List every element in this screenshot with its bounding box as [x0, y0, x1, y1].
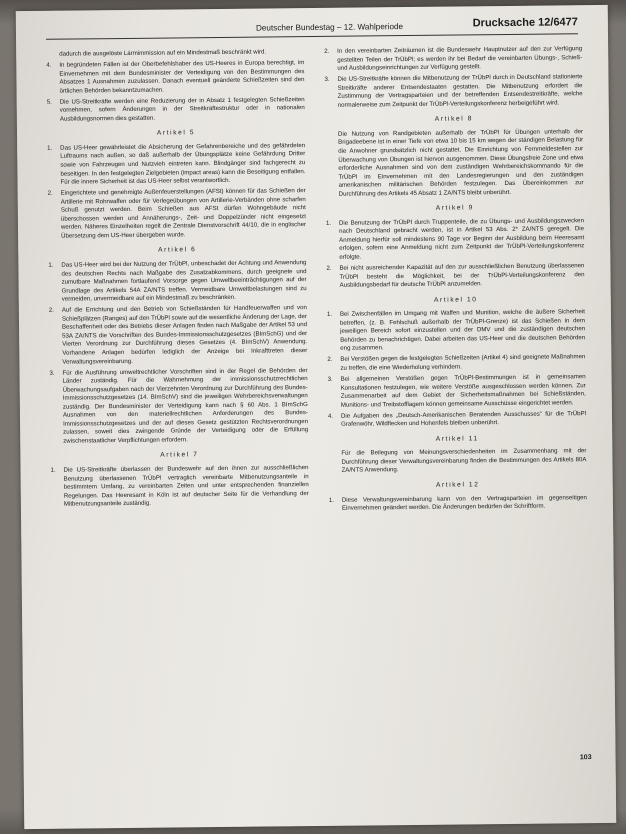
- article-heading: Artikel 12: [435, 481, 480, 489]
- article-heading: Artikel 7: [160, 451, 199, 460]
- paragraph-text: Die Benutzung der TrÜbPl durch Truppenteile, die zu Übungs- und Ausbildungszwecken nach Deutschland gebracht werden, ist in Artikel 53 Abs. 2* ZA/NTS geregelt. Die Anmeldung hierfür soll mindestens 90 Tage vor Beginn der Ausbildung beim Heeresamt erfolgen, sofern eine Anmeldung nicht zum Zeitpunkt der TrÜbPl-Verteilungskonferenz erfolgte.: [338, 216, 585, 261]
- paragraph: [327, 354, 585, 374]
- header-title: Deutscher Bundestag – 12. Wahlperiode: [255, 22, 404, 33]
- paragraph-number: 4.: [46, 61, 52, 69]
- paragraph: [49, 367, 308, 447]
- paragraph-number: 1.: [328, 496, 334, 504]
- paragraph-text: Bei allgemeinen Verstößen gegen TrÜbPl-Bestimmungen ist in gemeinsamen Konsultationen festzulegen, wie weitere Verstöße ausgeschlossen werden können. Zur Zusammenarbeit auf dem Gebiet der Sicherheitsmaßnahmen bei Schießständen, Munitions- und Treibstofflagern können gemeinsame Ausschüsse eingerichtet werden.: [340, 373, 586, 409]
- paragraph-number: [328, 450, 341, 476]
- paragraph-number: 1.: [326, 311, 333, 319]
- paragraph-number: 2.: [48, 306, 55, 315]
- paragraph: [47, 142, 305, 187]
- document-number: Drucksache 12/6477: [472, 16, 578, 30]
- paragraph-number: 1.: [325, 219, 332, 227]
- paragraph: [324, 73, 582, 110]
- paragraph: [48, 187, 307, 241]
- paragraph-text: dadurch die ausgelöste Lärmimmission auf ein Mindestmaß beschränkt wird.: [59, 48, 267, 58]
- paragraph-number: [46, 51, 59, 60]
- paragraph: [324, 45, 582, 73]
- paragraph: [328, 410, 586, 430]
- paragraph-text: Die Nutzung von Randgebieten außerhalb der TrÜbPl für Übungen unterhalb der Brigadeebene ist in einer Tiefe von etwa 10 bis 15 km wegen der ständigen Belastung für die Anwohner grundsätzlich nicht gestattet. Die Einrichtung von Fernmeldestellen zur Überwachung von Übungen ist hiervon ausgenommen. Diese Übungsfreie Zone und etwa erforderliche Ausnahmen sind von dem zuständigen Wehrbereichskommando für die TrÜbPl im Einvernehmen mit den Landesregierungen und den zuständigen amerikanischen militärischen Behörden festzulegen. Das Übereinkommen zur Durchführung des Artikels 45 Absatz 1 ZA/NTS bleibt unberührt.: [338, 128, 584, 198]
- right-column: [324, 45, 587, 516]
- paragraph-number: 1.: [47, 144, 53, 152]
- article-heading: Artikel 11: [435, 435, 479, 443]
- paragraph-text: Bei Zwischenfällen im Umgang mit Waffen und Munition, welche die äußere Sicherheit betreffen, (z. B. Fehlschuß außerhalb der TrÜbPl-Grenze) ist das Schießen in dem jeweiligen Bereich sofort einzustellen und der DMV und die zuständigen deutschen Behörden zu benachrichtigen. Dabei arbeiten das US-Heer und die deutschen Behörden eng zusammen.: [339, 308, 586, 353]
- paragraph: [327, 308, 585, 353]
- paragraph: [325, 128, 584, 199]
- paragraph-number: 1.: [50, 466, 56, 474]
- paragraph-number: 3.: [324, 75, 330, 84]
- paragraph-text: Eingerichtete und genehmigte Außenfeuerstellungen (AFSt) können für das Schießen der Artillerie mit Rohrwaffen oder für Verlegeübungen von Artillerie-Verbänden ohne scharfen Schuß genutzt werden. Beim Schießen aus AFSt dürfen Wohngebäude nicht überschossen werden und Annäherungs-, Zeit- und Doppelzünder nicht eingesetzt werden. Näheres Einzelheiten regelt die Zentrale Dienstvorschrift 44/10, die in englischer Übersetzung dem US-Heer übergeben wurde.: [60, 187, 307, 240]
- paragraph-text: Die US-Streitkräfte werden eine Reduzierung der in Absatz 1 festgelegten Schießzeiten vornehmen, sofern Änderungen in der Streitkräftestruktur oder in nationalen Ausbildungsnormen dies gestatten.: [59, 95, 305, 123]
- paragraph: [329, 494, 587, 514]
- paragraph: [326, 262, 584, 290]
- article-heading: Artikel 10: [433, 295, 478, 304]
- document-page: [16, 5, 617, 829]
- left-column: [46, 48, 309, 512]
- paragraph-number: 2.: [324, 47, 330, 55]
- paragraph-text: Das US-Heer wird bei der Nutzung der TrÜbPl, unbeschadet der Achtung und Anwendung des deutschen Rechts nach Maßgabe des Zusatzabkommens, durch geeignete und zumutbare Maßnahmen fortlaufend Vorsorge gegen Umweltbeeinträchtigungen auf der Grundlage des Artikels 54A ZA/NTS treffen. Vermeidbare Umweltbelastungen sind zu vermeiden, unvermeidbare auf ein Mindestmaß zu beschränken.: [61, 259, 307, 303]
- paragraph-number: 4.: [327, 412, 334, 420]
- page-number: 103: [579, 754, 592, 762]
- paragraph-text: Diese Verwaltungsvereinbarung kann von den Vertragsparteien im gegenseitigen Einvernehmen geändert werden. Die Änderungen bedürfen der Schriftform.: [341, 493, 587, 512]
- paragraph: [48, 259, 306, 304]
- paragraph-number: 1.: [48, 261, 54, 269]
- paragraph: [328, 373, 586, 410]
- article-heading: Artikel 6: [158, 246, 197, 255]
- paragraph-number: 3.: [49, 369, 55, 377]
- paragraph: [49, 304, 308, 367]
- paragraph-text: Bei Verstößen gegen die festgelegten Schießzeiten (Artikel 4) sind geeignete Maßnahmen zu treffen, die eine Wiederholung verhindern.: [340, 353, 586, 372]
- paragraph: [326, 217, 584, 262]
- paragraph-number: [325, 131, 339, 200]
- paragraph-number: 2.: [326, 264, 332, 272]
- paragraph-text: Die US-Streitkräfte überlassen der Bundeswehr auf den ihnen zur ausschließlichen Benutzung überlassenen TrÜbPl vertraglich vereinbarte Mitbenutzungsanteile in bestimmtem Umfang, zu vereinbarten Zeiten und unter entsprechenden finanziellen Regelungen. Das Heeresamt in Köln ist auf deutscher Seite für die Verhandlung der Mitbenutzungsanteile zuständig.: [63, 464, 309, 508]
- article-heading: Artikel 8: [434, 115, 474, 124]
- paragraph-text: Auf die Errichtung und den Betrieb von Schießständen für Handfeuerwaffen und von Schießplätzen (Ranges) auf den TrÜbPl sowie auf die wesentliche Änderung der Lage, der Beschaffenheit oder des Betriebs dieser Anlagen finden nach Maßgabe der Artikel 53 und 53A ZA/NTS die Vorschriften des Bundes-Immissionsschutzgesetzes (BImSchG) und der Vierten Verordnung zur Durchführung dieses Gesetzes (4. BImSchV) Anwendung. Vorhandene Anlagen bedürfen lediglich der Anzeige bei Inkrafttreten dieser Verwaltungsvereinbarung.: [61, 304, 308, 366]
- article-heading: Artikel 5: [156, 129, 196, 138]
- paragraph: [51, 464, 309, 509]
- paragraph: [46, 59, 304, 96]
- paragraph: [328, 448, 586, 476]
- paragraph-text: Für die Beilegung von Meinungsverschiedenheiten im Zusammenhang mit der Durchführung dieser Verwaltungsvereinbarung finden die Bestimmungen des Artikels 80A ZA/NTS Anwendung.: [341, 447, 587, 475]
- article-heading: Artikel 9: [435, 204, 474, 212]
- paragraph-number: 3.: [327, 375, 333, 383]
- paragraph: [47, 96, 305, 124]
- paragraph-text: In den vereinbarten Zeiträumen ist die Bundeswehr Hauptnutzer auf den zur Verfügung gestellten Teilen der TrÜbPl; es werden ihr bei Bedarf die vereinbarten Übungs-, Schieß- und Ausbildungseinrichtungen zur Verfügung gestellt.: [337, 45, 583, 72]
- paragraph-text: Die Aufgaben des „Deutsch-Amerikanischen Beratenden Ausschusses“ für die TrÜbPl Grafenwöhr, Wildflecken und Hohenfels bleiben unberührt.: [340, 409, 587, 429]
- paragraph-number: 2.: [47, 189, 53, 197]
- paragraph-text: Bei nicht ausreichender Kapazität auf den zur ausschließlichen Benutzung überlassenen TrÜbPl besteht die Möglichkeit, bei der TrÜbPl-Verteilungskonferenz den Ausbildungsbedarf für deutsche TrÜbPl anzumelden.: [339, 262, 585, 289]
- page-header: [46, 13, 578, 40]
- paragraph-text: Das US-Heer gewährleistet die Absicherung der Gefahrenbereiche und des gefährdeten Luftraums nach außen, so daß außerhalb der Übungsplätze keine Gefährdung Dritter sowie von Fahrzeugen und Nutzvieh eintreten kann. Blindgänger sind fachgerecht zu beseitigen. In den festgelegten Zielgebieten (impact areas) kann die Beseitigung entfallen. Für die innere Sicherheit ist das US-Heer selbst verantwortlich.: [60, 142, 306, 186]
- paragraph-number: 2.: [327, 356, 333, 364]
- paragraph-text: In begründeten Fällen ist der Oberbefehlshaber des US-Heeres in Europa berechtigt, im Einvernehmen mit dem Bundesminister der Verteidigung von den Bestimmungen des Absatzes 1 Ausnahmen zuzulassen. Danach eventuell geänderte Schießzeiten sind den örtlichen Behörden bekanntzumachen.: [59, 59, 305, 95]
- paragraph: [46, 48, 304, 59]
- paragraph-number: 5.: [46, 98, 52, 106]
- paragraph-text: Die US-Streitkräfte können die Mitbenutzung der TrÜbPl durch in Deutschland stationierte Streitkräfte anderer Entsendestaaten gestatten. Die Mitbenutzung erfordert die Zustimmung der Vertragsparteien und der betreffenden Entsendestreitkräfte, welche normalerweise zum Zeitpunkt der TrÜbPl-Verteilungskonferenz herbeigeführt wird.: [337, 73, 583, 109]
- paragraph-text: Für die Ausführung umweltrechtlicher Vorschriften sind in der Regel die Behörden der Länder zuständig. Für die Wahrnehmung der immissionsschutzrechtlichen Überwachungsaufgaben nach der Vierzehnten Verordnung zur Durchführung des Bundes-Immissionsschutzgesetzes (14. BImSchV) sind die jeweiligen Wehrbereichsverwaltungen zuständig. Der Bundesminister der Verteidigung kann nach § 60 Abs. 1 BImSchG Ausnahmen von den materiellrechtlichen Anforderungen des Bundes-Immissionsschutzgesetzes und der auf dieses Gesetz gestützten Rechtsverordnungen zulassen, soweit dies zwingende Gründe der Verteidigung oder die Erfüllung zwischenstaatlicher Verpflichtungen erfordern.: [62, 366, 309, 445]
